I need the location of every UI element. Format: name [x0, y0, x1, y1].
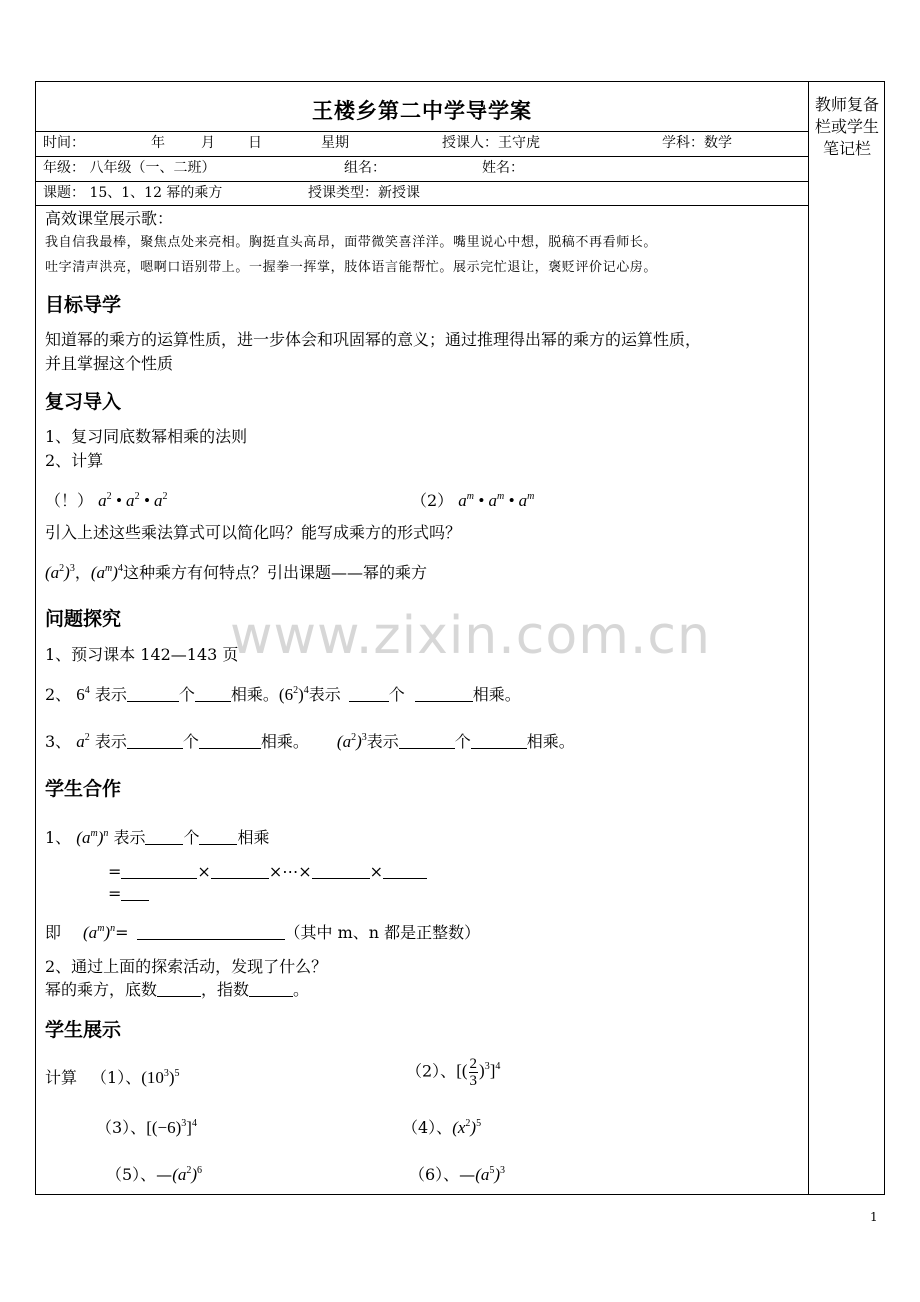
conclusion-line — [45, 979, 309, 1001]
review-calc-1 — [45, 486, 168, 512]
math-expression: $(a^2)^3$ — [336, 732, 367, 751]
text-fragment: 个 — [182, 732, 199, 751]
blank-line — [211, 863, 269, 879]
math-expression: $(x^2)^5$ — [452, 1118, 482, 1137]
name-label: 姓名： — [482, 160, 524, 176]
review-calc-2 — [411, 486, 534, 512]
text-fragment: 相乘。 — [260, 732, 309, 751]
section-heading-show: 学生展示 — [45, 1019, 122, 1041]
text-fragment: 表示 — [94, 732, 127, 751]
day-label: 日 — [248, 135, 262, 151]
blank-line — [145, 829, 183, 845]
week-label: 星期 — [321, 135, 349, 151]
blank-line — [121, 863, 197, 879]
blank-line — [199, 829, 237, 845]
problem-label: （4）、 — [402, 1118, 453, 1137]
blank-line — [249, 981, 293, 997]
cooperate-item-1 — [45, 823, 270, 849]
show-problem-5 — [106, 1160, 202, 1186]
math-expression: $(10^3)^5$ — [141, 1068, 180, 1087]
text-fragment: ，指数 — [201, 980, 250, 999]
math-expression: $a^m$ • $a^m$ • $a^m$ — [458, 491, 535, 510]
text-fragment: × — [197, 862, 211, 881]
text-fragment: （其中 m、n 都是正整数） — [284, 923, 481, 942]
text-fragment: 相乘 — [237, 828, 270, 847]
topic-label: 课题： 15、1、12 幂的乘方 — [43, 185, 223, 201]
worksheet-table — [35, 81, 885, 1195]
text-fragment: 相乘。 — [472, 685, 521, 704]
blank-line — [157, 981, 201, 997]
blank-line — [127, 686, 179, 702]
math-expression: $(a^5)^3$ — [475, 1165, 506, 1184]
explore-item-2 — [45, 680, 521, 706]
text-fragment: = — [108, 862, 122, 881]
text-fragment: 计算 — [45, 1068, 78, 1087]
problem-label: （5）、— — [106, 1165, 173, 1184]
math-expression: $(6^2)^4$ — [278, 685, 309, 704]
subject-label: 学科：数学 — [662, 135, 732, 151]
calc-label: （！） — [45, 491, 94, 510]
review-question: 引入上述这些乘法算式可以简化吗？能写成乘方的形式吗？ — [45, 523, 462, 542]
section-heading-goal: 目标导学 — [45, 294, 122, 316]
explore-item: 1、预习课本 142—143 页 — [45, 645, 239, 664]
song-line: 我自信我最棒，聚焦点处来亮相。胸挺直头高昂，面带微笑喜洋洋。嘴里说心中想，脱稿不再看师长。 — [45, 235, 658, 250]
blank-line — [383, 863, 427, 879]
text-fragment: 表示 — [113, 828, 146, 847]
review-item: 2、计算 — [45, 451, 104, 470]
explore-item-3 — [45, 727, 575, 753]
text-fragment: 个 — [178, 685, 195, 704]
text-fragment: 相乘。 — [526, 732, 575, 751]
text-fragment: 相乘。 — [230, 685, 279, 704]
show-problem-6 — [409, 1160, 505, 1186]
side-note-column-header: 教师复备栏或学生笔记栏 — [814, 95, 879, 158]
show-problem-4 — [402, 1113, 481, 1139]
blank-line — [127, 733, 183, 749]
text-fragment: 幂的乘方，底数 — [45, 980, 158, 999]
text-fragment: 个 — [454, 732, 471, 751]
item-number: 3、 — [45, 732, 72, 751]
problem-label: （1）、 — [91, 1068, 142, 1087]
song-line: 吐字清声洪亮，嗯啊口语别带上。一握拳一挥掌，肢体语言能帮忙。展示完忙退让，褒贬评价记心房。 — [45, 260, 658, 275]
text-fragment: 即 — [45, 923, 62, 942]
blank-line — [137, 924, 285, 940]
problem-label: （2）、 — [406, 1061, 457, 1081]
text-fragment: 个 — [183, 828, 200, 847]
song-title: 高效课堂展示歌： — [45, 209, 174, 228]
grade-label: 年级： 八年级（一、二班） — [43, 160, 216, 176]
show-problem-1 — [45, 1063, 180, 1089]
math-expression: $(a^m)^n$ — [83, 923, 116, 942]
item-number: 1、 — [45, 828, 72, 847]
teacher-label: 授课人：王守虎 — [442, 135, 540, 151]
text-fragment: 个 — [388, 685, 405, 704]
math-expression: $a^2$ — [76, 732, 90, 751]
expansion-line — [108, 861, 427, 883]
math-expression: $(a^2)^3$ — [45, 563, 75, 582]
blank-line — [121, 885, 149, 901]
goal-text: 并且掌握这个性质 — [45, 354, 174, 373]
text-fragment: × — [369, 862, 384, 881]
math-expression: [( $\frac{2}{3}$ )$^3$]$^4$ — [456, 1056, 501, 1089]
intro-text: 这种乘方有何特点？引出课题——幂的乘方 — [122, 563, 427, 582]
text-fragment: 表示 — [94, 685, 127, 704]
blank-line — [199, 733, 261, 749]
calc-label: （2） — [411, 491, 454, 510]
page-number: 1 — [870, 1210, 878, 1224]
month-label: 月 — [201, 135, 215, 151]
math-expression: $[(-6)^3]^4$ — [146, 1118, 197, 1137]
blank-line — [471, 733, 527, 749]
math-expression: $(a^m)^n$ — [76, 828, 109, 847]
text-fragment: ×⋯× — [268, 862, 312, 881]
header-row-time — [36, 132, 808, 154]
problem-label: （3）、 — [96, 1118, 147, 1137]
section-heading-cooperate: 学生合作 — [45, 778, 122, 800]
lesson-type-label: 授课类型：新授课 — [308, 185, 420, 201]
review-item: 1、复习同底数幂相乘的法则 — [45, 427, 248, 446]
rule-line — [45, 918, 480, 944]
blank-line — [312, 863, 370, 879]
text-fragment: = — [108, 884, 122, 903]
review-intro: $(a^2)^3$，$(a^m)^4$这种乘方有何特点？引出课题——幂的乘方 — [45, 563, 427, 582]
time-label: 时间： — [43, 135, 85, 151]
problem-label: （6）、— — [409, 1165, 476, 1184]
text-fragment: 表示 — [308, 685, 341, 704]
result-line — [108, 883, 149, 905]
blank-line — [195, 686, 231, 702]
year-label: 年 — [151, 135, 165, 151]
section-heading-explore: 问题探究 — [45, 608, 122, 630]
text-fragment: = — [115, 923, 129, 942]
cooperate-item-2: 2、通过上面的探索活动，发现了什么？ — [45, 957, 328, 976]
row-divider — [36, 205, 808, 206]
header-row-topic — [36, 182, 808, 204]
math-expression: $(a^2)^6$ — [172, 1165, 203, 1184]
math-expression: $6^4$ — [76, 685, 90, 704]
column-divider — [808, 82, 809, 1194]
item-number: 2、 — [45, 685, 72, 704]
math-expression: $(a^m)^4$ — [90, 563, 123, 582]
page-title: 王楼乡第二中学导学案 — [312, 99, 532, 123]
blank-line — [399, 733, 455, 749]
blank-line — [415, 686, 473, 702]
text-fragment: 表示 — [366, 732, 399, 751]
watermark: www.zixin.com.cn — [230, 606, 711, 666]
math-expression: $a^2$ • $a^2$ • $a^2$ — [98, 491, 168, 510]
header-row-grade — [36, 157, 808, 179]
blank-line — [349, 686, 389, 702]
show-problem-2 — [406, 1056, 500, 1089]
show-problem-3 — [96, 1113, 197, 1139]
goal-text: 知道幂的乘方的运算性质，进一步体会和巩固幂的意义；通过推理得出幂的乘方的运算性质， — [45, 330, 702, 349]
text-fragment: 。 — [293, 980, 310, 999]
group-label: 组名： — [344, 160, 386, 176]
section-heading-review: 复习导入 — [45, 391, 122, 413]
